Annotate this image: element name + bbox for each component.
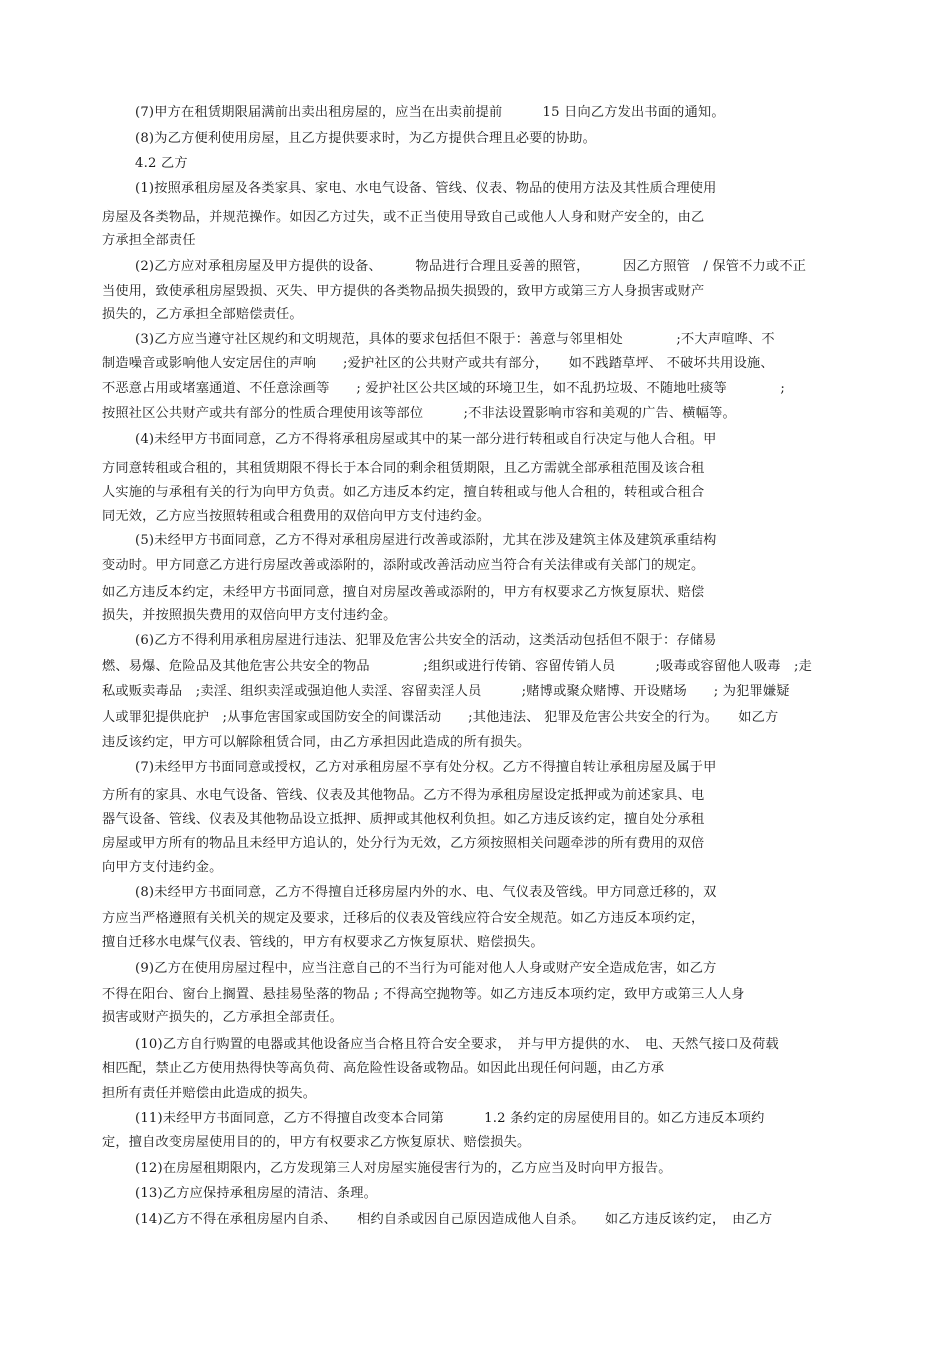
- text-line: 损害或财产损失的，乙方承担全部责任。: [102, 1010, 343, 1025]
- text-line: (8)为乙方便利使用房屋，且乙方提供要求时，为乙方提供合理且必要的协助。: [135, 131, 597, 146]
- text-line: 房屋或甲方所有的物品且未经甲方追认的，处分行为无效，乙方须按照相关问题牵涉的所有费用的双倍: [102, 836, 705, 851]
- text-line: 擅自迁移水电煤气仪表、管线的，甲方有权要求乙方恢复原状、赔偿损失。: [102, 935, 544, 950]
- text-line: (13)乙方应保持承租房屋的清洁、条理。: [135, 1186, 378, 1201]
- text-line: 不得在阳台、窗台上搁置、悬挂易坠落的物品 ; 不得高空抛物等。如乙方违反本项约定，致甲方或第三人人身: [102, 987, 745, 1002]
- text-line: 方所有的家具、水电气设备、管线、仪表及其他物品。乙方不得为承租房屋设定抵押或为前述家具、电: [102, 788, 705, 803]
- text-line: 方同意转租或合租的，其租赁期限不得长于本合同的剩余租赁期限，且乙方需就全部承租范围及该合租: [102, 461, 705, 476]
- text-line: 人或罪犯提供庇护 ;从事危害国家或国防安全的间谍活动 ;其他违法、 犯罪及危害公共安全的行为。 如乙方: [102, 710, 779, 725]
- text-line: (12)在房屋租期限内，乙方发现第三人对房屋实施侵害行为的，乙方应当及时向甲方报告。: [135, 1161, 672, 1176]
- text-line: (4)未经甲方书面同意，乙方不得将承租房屋或其中的某一部分进行转租或自行决定与他人合租。甲: [135, 432, 717, 447]
- text-line: 燃、易爆、危险品及其他危害公共安全的物品 ;组织或进行传销、容留传销人员 ;吸毒或容留他人吸毒 ;走: [102, 659, 813, 674]
- text-line: 制造噪音或影响他人安定居住的声响 ;爱护社区的公共财产或共有部分， 如不践踏草坪、 不破坏共用设施、: [102, 356, 774, 371]
- text-line: 房屋及各类物品，并规范操作。如因乙方过失，或不正当使用导致自己或他人人身和财产安全的，由乙: [102, 210, 705, 225]
- text-line: (7)未经甲方书面同意或授权，乙方对承租房屋不享有处分权。乙方不得擅自转让承租房屋及属于甲: [135, 760, 717, 775]
- text-line: 私或贩卖毒品 ;卖淫、组织卖淫或强迫他人卖淫、容留卖淫人员 ;赌博或聚众赌博、开设赌场 ; 为犯罪嫌疑: [102, 684, 790, 699]
- text-line: 人实施的与承租有关的行为向甲方负责。如乙方违反本约定，擅自转租或与他人合租的，转租或合租合: [102, 485, 705, 500]
- text-line: (1)按照承租房屋及各类家具、家电、水电气设备、管线、仪表、物品的使用方法及其性质合理使用: [135, 181, 717, 196]
- text-line: (3)乙方应当遵守社区规约和文明规范，具体的要求包括但不限于：善意与邻里相处 ;不大声喧哗、不: [135, 332, 775, 347]
- text-line: (11)未经甲方书面同意，乙方不得擅自改变本合同第 1.2 条约定的房屋使用目的。如乙方违反本项约: [135, 1111, 765, 1126]
- text-line: 当使用，致使承租房屋毁损、灭失、甲方提供的各类物品损失损毁的，致甲方或第三方人身损害或财产: [102, 284, 705, 299]
- text-line: (10)乙方自行购置的电器或其他设备应当合格且符合安全要求， 并与甲方提供的水、 电、天然气接口及荷载: [135, 1037, 779, 1052]
- text-line: 同无效，乙方应当按照转租或合租费用的双倍向甲方支付违约金。: [102, 509, 491, 524]
- text-line: (6)乙方不得利用承租房屋进行违法、犯罪及危害公共安全的活动，这类活动包括但不限于：存储易: [135, 633, 717, 648]
- section-heading: 4.2 乙方: [135, 156, 188, 171]
- text-line: 变动时。甲方同意乙方进行房屋改善或添附的，添附或改善活动应当符合有关法律或有关部门的规定。: [102, 558, 705, 573]
- text-line: (7)甲方在租赁期限届满前出卖出租房屋的，应当在出卖前提前 15 日向乙方发出书面的通知。: [135, 105, 725, 120]
- text-line: (9)乙方在使用房屋过程中，应当注意自己的不当行为可能对他人人身或财产安全造成危害，如乙方: [135, 961, 717, 976]
- text-line: 向甲方支付违约金。: [102, 860, 223, 875]
- text-line: 不恶意占用或堵塞通道、不任意涂画等 ; 爱护社区公共区域的环境卫生，如不乱扔垃圾、不随地吐痰等 ;: [102, 381, 786, 396]
- text-line: 违反该约定，甲方可以解除租赁合同，由乙方承担因此造成的所有损失。: [102, 735, 531, 750]
- text-line: 方承担全部责任: [102, 233, 196, 248]
- text-line: (14)乙方不得在承租房屋内自杀、 相约自杀或因自己原因造成他人自杀。 如乙方违反该约定， 由乙方: [135, 1212, 773, 1227]
- text-line: 按照社区公共财产或共有部分的性质合理使用该等部位 ;不非法设置影响市容和美观的广告、横幅等。: [102, 406, 736, 421]
- text-line: 定，擅自改变房屋使用目的的，甲方有权要求乙方恢复原状、赔偿损失。: [102, 1135, 531, 1150]
- text-line: 相匹配，禁止乙方使用热得快等高负荷、高危险性设备或物品。如因此出现任何问题，由乙方承: [102, 1061, 665, 1076]
- text-line: (8)未经甲方书面同意，乙方不得擅自迁移房屋内外的水、电、气仪表及管线。甲方同意迁移的，双: [135, 885, 717, 900]
- text-line: 器气设备、管线、仪表及其他物品设立抵押、质押或其他权利负担。如乙方违反该约定，擅自处分承租: [102, 812, 705, 827]
- text-line: 方应当严格遵照有关机关的规定及要求，迁移后的仪表及管线应符合安全规范。如乙方违反本项约定，: [102, 911, 705, 926]
- text-line: 担所有责任并赔偿由此造成的损失。: [102, 1086, 317, 1101]
- text-line: 损失，并按照损失费用的双倍向甲方支付违约金。: [102, 608, 397, 623]
- text-line: 损失的，乙方承担全部赔偿责任。: [102, 307, 303, 322]
- text-line: (2)乙方应对承租房屋及甲方提供的设备、 物品进行合理且妥善的照管， 因乙方照管 / 保管不力或不正: [135, 259, 807, 274]
- text-line: 如乙方违反本约定，未经甲方书面同意，擅自对房屋改善或添附的，甲方有权要求乙方恢复原状、赔偿: [102, 585, 705, 600]
- text-line: (5)未经甲方书面同意，乙方不得对承租房屋进行改善或添附，尤其在涉及建筑主体及建筑承重结构: [135, 533, 717, 548]
